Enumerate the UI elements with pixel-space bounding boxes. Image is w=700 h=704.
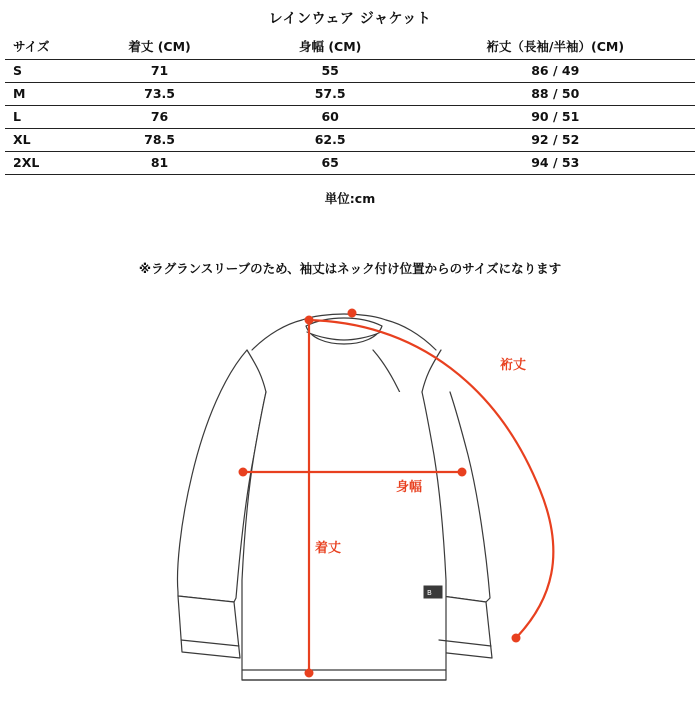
cell-length: 73.5 — [74, 83, 245, 106]
cell-size: XL — [5, 129, 74, 152]
table-row — [5, 129, 695, 152]
column-header-size: サイズ — [5, 34, 74, 60]
cell-length: 71 — [74, 60, 245, 83]
cell-width: 65 — [245, 152, 416, 175]
column-header-sleeve: 裄丈（長袖/半袖）(CM) — [415, 34, 695, 60]
table-row — [5, 60, 695, 83]
label-kitake: 着丈 — [315, 541, 342, 556]
page-title: レインウェア ジャケット — [268, 11, 432, 27]
column-header-length: 着丈 (CM) — [74, 34, 245, 60]
cell-size: 2XL — [5, 152, 74, 175]
cell-length: 78.5 — [74, 129, 245, 152]
garment-svg — [0, 280, 700, 700]
cell-sleeve: 88 / 50 — [415, 83, 695, 106]
cell-size: S — [5, 60, 74, 83]
point-cuff — [512, 634, 521, 643]
table-row — [5, 152, 695, 175]
unit-note: 単位:cm — [324, 191, 376, 206]
cell-width: 57.5 — [245, 83, 416, 106]
table-row — [5, 83, 695, 106]
table-header-row — [5, 34, 695, 60]
cell-size: L — [5, 106, 74, 129]
cell-sleeve: 92 / 52 — [415, 129, 695, 152]
brand-tab — [424, 586, 442, 598]
table-row — [5, 106, 695, 129]
cell-width: 55 — [245, 60, 416, 83]
point-neck — [305, 316, 314, 325]
table-header — [5, 34, 695, 60]
cell-sleeve: 86 / 49 — [415, 60, 695, 83]
point-chest-left — [239, 468, 248, 477]
garment-outline — [178, 314, 492, 680]
cell-sleeve: 90 / 51 — [415, 106, 695, 129]
svg-text:B: B — [427, 589, 432, 597]
raglan-note: ※ラグランスリーブのため、袖丈はネック付け位置からのサイズになります — [138, 261, 562, 276]
cell-width: 62.5 — [245, 129, 416, 152]
label-yuki: 裄丈 — [500, 358, 527, 373]
cell-sleeve: 94 / 53 — [415, 152, 695, 175]
size-table — [5, 34, 695, 175]
cell-width: 60 — [245, 106, 416, 129]
cell-length: 81 — [74, 152, 245, 175]
cell-size: M — [5, 83, 74, 106]
point-shoulder — [348, 309, 357, 318]
column-header-width: 身幅 (CM) — [245, 34, 416, 60]
garment-diagram — [0, 280, 700, 700]
table-body — [5, 60, 695, 175]
point-chest-right — [458, 468, 467, 477]
point-hem — [305, 669, 314, 678]
label-mihaba: 身幅 — [396, 480, 423, 495]
cell-length: 76 — [74, 106, 245, 129]
